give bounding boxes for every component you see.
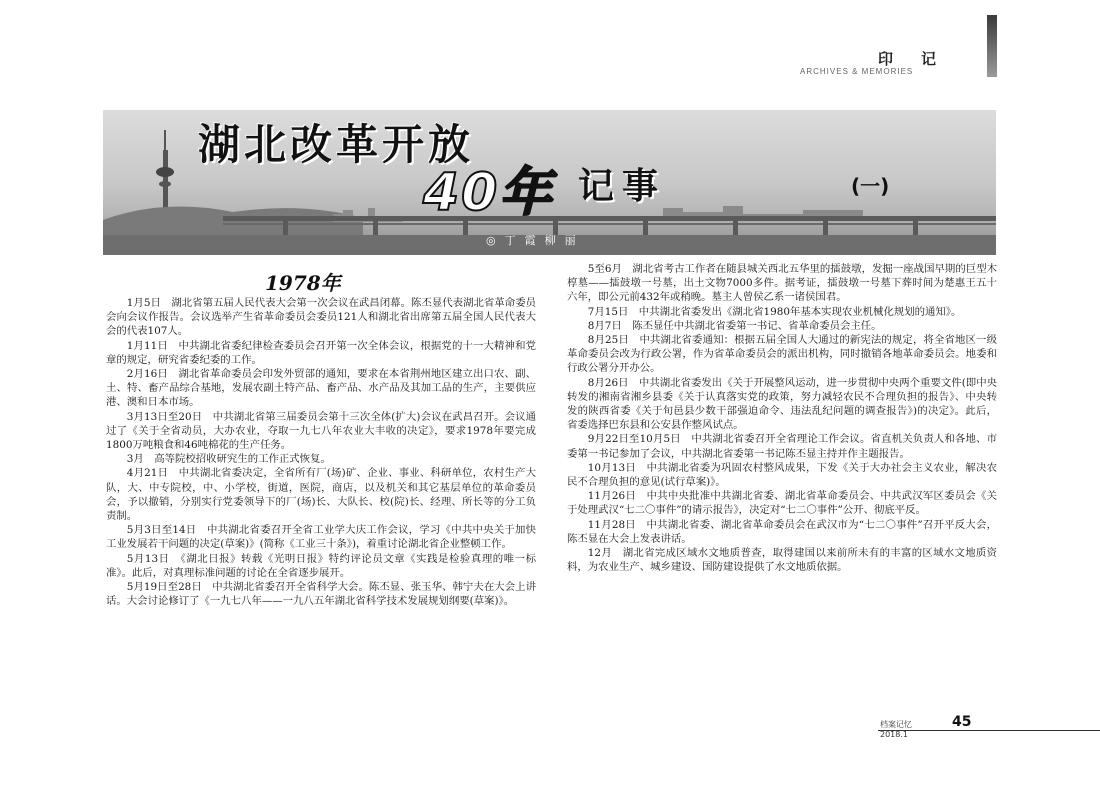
year-heading: 1978年 bbox=[265, 271, 341, 295]
entry-paragraph: 2月16日 湖北省革命委员会印发外贸部的通知，要求在本省荆州地区建立出口农、副、土、特、畜产品综合基地，发展农副土特产品、畜产品、水产品及其加工品的生产，主要供应港、澳和日本市场。 bbox=[106, 368, 536, 409]
right-column bbox=[567, 262, 997, 574]
entry-paragraph: 3月13日至20日 中共湖北省第三届委员会第十三次全体(扩大)会议在武昌召开。会议通过了《关于全省动员，大办农业，夺取一九七八年农业大丰收的决定》，要求1978年要完成1800万吨粮食和46吨棉花的生产任务。 bbox=[106, 410, 536, 452]
entry-paragraph: 12月 湖北省完成区域水文地质普查，取得建国以来前所未有的丰富的区域水文地质资料，为农业生产、城乡建设、国防建设提供了水文地质依据。 bbox=[567, 547, 997, 574]
article-title-part: (一) bbox=[851, 174, 890, 198]
article-title-line2: 记事 bbox=[578, 166, 667, 207]
entry-paragraph: 5月3日至14日 中共湖北省委召开全省工业学大庆工作会议，学习《中共中央关于加快工业发展若干问题的决定(草案)》(简称《工业三十条》)，着重讨论湖北省企业整顿工作。 bbox=[106, 524, 536, 551]
entry-paragraph: 10月13日 中共湖北省委为巩固农村整风成果，下发《关于大办社会主义农业，解决农民不合理负担的意见(试行草案)》。 bbox=[567, 461, 997, 489]
entry-paragraph: 5月19日至28日 中共湖北省委召开全省科学大会。陈丕显、张玉华、韩宁夫在大会上讲话。大会讨论修订了《一九七八年——一九八五年湖北省科学技术发展规划纲要(草案)》。 bbox=[106, 581, 536, 608]
entry-paragraph: 3月 高等院校招收研究生的工作正式恢复。 bbox=[126, 453, 331, 466]
header-accent-bar bbox=[987, 15, 997, 77]
entry-paragraph: 5月13日 《湖北日报》转载《光明日报》特约评论员文章《实践是检验真理的唯一标准》。此后，对真理标准问题的讨论在全省逐步展开。 bbox=[106, 552, 536, 579]
entry-paragraph: 1月11日 中共湖北省委纪律检查委员会召开第一次全体会议，根据党的十一大精神和党章的规定，研究省委纪委的工作。 bbox=[106, 339, 536, 366]
entry-paragraph: 5至6月 湖北省考古工作者在随县城关西北五华里的擂鼓墩，发掘一座战国早期的巨型木椁墓——擂鼓墩一号墓，出土文物7000多件。据考证，擂鼓墩一号墓下葬时间为楚惠王五十六年，即公元前432年或稍晚。墓主人曾侯乙系一诸侯国君。 bbox=[567, 263, 997, 304]
article-title-number: 40年 bbox=[423, 163, 554, 223]
article-title-line1: 湖北改革开放 bbox=[198, 120, 475, 169]
article-author: ◎丁霞柳丽 bbox=[486, 234, 585, 247]
magazine-name: 档案记忆 bbox=[880, 720, 912, 729]
issue-number: 2018.1 bbox=[880, 730, 908, 739]
section-subtitle: ARCHIVES & MEMORIES bbox=[800, 67, 914, 76]
entry-paragraph: 8月26日 中共湖北省委发出《关于开展整风运动，进一步贯彻中央两个重要文件(即中央转发的湘南省湘乡县委《关于认真落实党的政策，努力减轻农民不合理负担的报告》、中央转发的陕西省委《关于旬邑县少数干部强迫命令、违法乱纪问题的调查报告》)的决定》。此后，省委选择巴东县和公安县作整风试点。 bbox=[567, 376, 997, 432]
page-number: 45 bbox=[952, 714, 972, 730]
footer-rule bbox=[878, 730, 1100, 731]
entry-paragraph: 7月15日 中共湖北省委发出《湖北省1980年基本实现农业机械化规划的通知》。 bbox=[587, 305, 962, 318]
entry-paragraph: 11月28日 中共湖北省委、湖北省革命委员会在武汉市为“七二〇事件”召开平反大会，陈丕显在大会上发表讲话。 bbox=[567, 518, 997, 545]
left-column bbox=[106, 296, 536, 608]
section-title: 印记 bbox=[878, 50, 965, 68]
entry-paragraph: 8月7日 陈丕显任中共湖北省委第一书记、省革命委员会主任。 bbox=[587, 319, 882, 332]
title-banner bbox=[103, 110, 996, 255]
entry-paragraph: 11月26日 中共中央批准中共湖北省委、湖北省革命委员会、中共武汉军区委员会《关于处理武汉“七二〇事件”的请示报告》，决定对“七二〇事件”公开、彻底平反。 bbox=[567, 490, 997, 517]
entry-paragraph: 8月25日 中共湖北省委通知：根据五届全国人大通过的新宪法的规定，将全省地区一级革命委员会改为行政公署，作为省革命委员会的派出机构，同时撤销各地革命委员会。地委和行政公署分开办公。 bbox=[567, 334, 997, 375]
entry-paragraph: 4月21日 中共湖北省委决定，全省所有厂(场)矿、企业、事业、科研单位，农村生产大队，大、中专院校，中、小学校，街道，医院，商店，以及机关和其它基层单位的革命委员会，予以撤销，分别实行党委领导下的厂(场)长、大队长、校(院)长、经理、所长等的分工负责制。 bbox=[106, 467, 536, 523]
entry-paragraph: 9月22日至10月5日 中共湖北省委召开全省理论工作会议。省直机关负责人和各地、市委第一书记参加了会议，中共湖北省委第一书记陈丕显主持并作主题报告。 bbox=[567, 433, 997, 460]
entry-paragraph: 1月5日 湖北省第五届人民代表大会第一次会议在武昌闭幕。陈丕显代表湖北省革命委员会向会议作报告。会议选举产生省革命委员会委员121人和湖北省出席第五届全国人民代表大会的代表107人。 bbox=[106, 297, 536, 338]
